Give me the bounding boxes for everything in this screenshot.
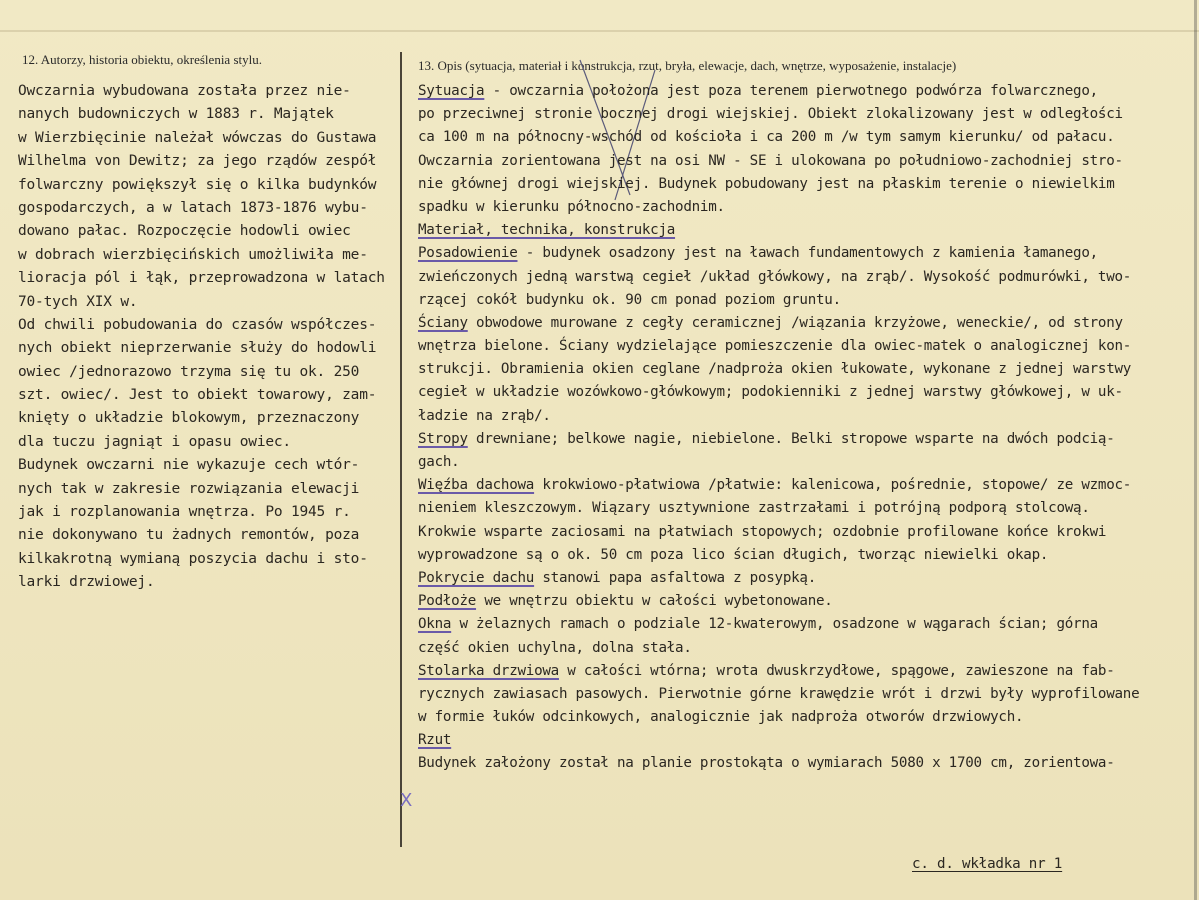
subsection-title: Podłoże (418, 593, 477, 610)
right-text-line (418, 335, 1193, 358)
line-text: ca 100 m na północny-wschód od kościoła i ca 200 m /w tym samym kierunku/ od pałacu. (418, 129, 1115, 146)
left-text-line: Od chwili pobudowania do czasów współczes- (18, 316, 377, 333)
margin-x-mark: X (400, 790, 413, 811)
section-13-heading: 13. Opis (sytuacja, materiał i konstrukcja, rzut, bryła, elewacje, dach, wnętrze, wyposażenie, instalacje) (418, 58, 957, 73)
right-text-line (418, 729, 1193, 752)
line-text: cegieł w układzie wozówkowo-główkowym; podokienniki z jednej warstwy główkowej, w uk- (418, 384, 1123, 401)
left-text-line: dla tuczu jagniąt i opasu owiec. (18, 433, 291, 450)
section-12-heading: 12. Autorzy, historia obiektu, określenia stylu. (22, 52, 262, 67)
right-text-line (418, 567, 1193, 590)
right-text-line (418, 706, 1193, 729)
line-text: - owczarnia położona jest poza terenem pierwotnego podwórza folwarcznego, (484, 83, 1098, 99)
line-text: drewniane; belkowe nagie, niebielone. Belki stropowe wsparte na dwóch podcią- (467, 430, 1115, 447)
line-text: wnętrza bielone. Ściany wydzielające pomieszczenie dla owiec-matek o analogicznej kon- (418, 338, 1132, 355)
left-text-line: nanych budowniczych w 1883 r. Majątek (18, 106, 334, 123)
right-text-line (418, 637, 1193, 660)
right-text-line (418, 150, 1193, 173)
left-text-line: knięty o układzie blokowym, przeznaczony (18, 410, 360, 427)
line-text: obwodowe murowane z cegły ceramicznej /wiązania krzyżowe, weneckie/, od strony (467, 314, 1123, 331)
line-text: nie głównej drogi wiejskiej. Budynek pobudowany jest na płaskim terenie o niewielkim (418, 175, 1115, 192)
right-text-line (418, 752, 1193, 775)
line-text: wyprowadzone są o ok. 50 cm poza lico ścian długich, tworząc niewielki okap. (418, 546, 1049, 563)
line-text: w żelaznych ramach o podziale 12-kwaterowym, osadzone w wągarach ścian; górna (451, 616, 1098, 633)
left-text-line: Owczarnia wybudowana została przez nie- (18, 83, 351, 99)
line-text: zwieńczonych jedną warstwą cegieł /układ główkowy, na zrąb/. Wysokość podmurówki, two- (418, 268, 1132, 285)
right-text-line (418, 80, 1193, 103)
left-text-line: lioracja pól i łąk, przeprowadzona w latach (18, 270, 385, 287)
column-divider (400, 52, 402, 847)
continuation-note (912, 856, 1062, 872)
right-text-line (418, 266, 1193, 289)
subsection-title: Ściany (418, 314, 468, 331)
subsection-title: Więźba dachowa (418, 477, 535, 494)
right-text-line (418, 219, 1193, 242)
line-text: gach. (418, 454, 460, 470)
right-text-line (418, 683, 1193, 706)
line-text: strukcji. Obramienia okien ceglane /nadproża okien łukowate, wykonane z jednej warstwy (418, 361, 1132, 378)
left-text-line: gospodarczych, a w latach 1873-1876 wybu- (18, 199, 368, 216)
line-text: - budynek osadzony jest na ławach fundamentowych z kamienia łamanego, (517, 245, 1098, 262)
line-text: część okien uchylna, dolna stała. (418, 639, 692, 656)
left-text-line: folwarczny powiększył się o kilka budynków (18, 176, 377, 193)
subsection-title: Stolarka drzwiowa (418, 662, 559, 679)
line-text: rzącej cokół budynku ok. 90 cm ponad poziom gruntu. (418, 291, 841, 308)
right-text-line (418, 613, 1193, 636)
right-text-line (418, 474, 1193, 497)
line-text: w całości wtórna; wrota dwuskrzydłowe, spągowe, zawieszone na fab- (558, 662, 1115, 679)
right-text-line (418, 126, 1193, 149)
left-text-line: 70-tych XIX w. (18, 293, 138, 310)
right-text-line (418, 312, 1193, 335)
subsection-title: Posadowienie (418, 245, 518, 262)
subsection-title: Stropy (418, 430, 468, 447)
left-text-line: owiec /jednorazowo trzyma się tu ok. 250 (18, 363, 360, 380)
section-13-body (418, 80, 1193, 776)
right-text-line (418, 358, 1193, 381)
left-text-line: Wilhelma von Dewitz; za jego rządów zespół (18, 153, 377, 170)
line-text: stanowi papa asfaltowa z posypką. (534, 569, 817, 586)
section-12-body (18, 80, 398, 595)
line-text: po przeciwnej stronie bocznej drogi wiejskiej. Obiekt zlokalizowany jest w odległości (418, 106, 1123, 123)
right-text-line (418, 103, 1193, 126)
subsection-title: Okna (418, 616, 452, 633)
left-text-line: nie dokonywano tu żadnych remontów, poza (18, 527, 360, 544)
right-text-line (418, 242, 1193, 265)
right-text-line (418, 381, 1193, 404)
line-text: we wnętrzu obiektu w całości wybetonowane. (476, 593, 833, 610)
right-text-line (418, 544, 1193, 567)
subsection-title: Pokrycie dachu (418, 569, 535, 586)
right-text-line (418, 660, 1193, 683)
left-text-line: larki drzwiowej. (18, 574, 155, 591)
line-text: spadku w kierunku północno-zachodnim. (418, 198, 725, 215)
line-text: nieniem kleszczowym. Wiązary usztywnione zastrzałami i potrójną podporą stolcową. (418, 500, 1090, 517)
left-text-line: jak i rozplanowania wnętrza. Po 1945 r. (18, 504, 351, 521)
right-text-line (418, 289, 1193, 312)
line-text: Krokwie wsparte zaciosami na płatwiach stopowych; ozdobnie profilowane końce krokwi (418, 523, 1107, 540)
right-text-line (418, 451, 1193, 474)
subsection-title: Materiał, technika, konstrukcja (418, 222, 676, 239)
left-text-line: nych tak w zakresie rozwiązania elewacji (18, 480, 360, 497)
line-text: rycznych zawiasach pasowych. Pierwotnie górne krawędzie wrót i drzwi były wyprofilowane (418, 685, 1140, 702)
right-text-line (418, 405, 1193, 428)
line-text: Budynek założony został na planie prostokąta o wymiarach 5080 x 1700 cm, zorientowa- (418, 755, 1115, 772)
subsection-title: Rzut (418, 732, 452, 749)
left-text-line: nych obiekt nieprzerwanie służy do hodowli (18, 340, 377, 357)
line-text: Owczarnia zorientowana jest na osi NW - SE i ulokowana po południowo-zachodniej stro- (418, 152, 1123, 169)
right-text-line (418, 196, 1193, 219)
right-text-line (418, 590, 1193, 613)
continuation-note-text: c. d. wkładka nr 1 (912, 856, 1063, 872)
right-text-line (418, 428, 1193, 451)
left-text-line: dowano pałac. Rozpoczęcie hodowli owiec (18, 223, 351, 240)
line-text: w formie łuków odcinkowych, analogicznie jak nadproża otworów drzwiowych. (418, 709, 1024, 726)
page-edge (1194, 0, 1197, 900)
left-text-line: kilkakrotną wymianą poszycia dachu i sto- (18, 550, 368, 567)
right-text-line (418, 173, 1193, 196)
left-text-line: w Wierzbięcinie należał wówczas do Gustawa (18, 129, 377, 146)
fold-line (0, 30, 1199, 32)
line-text: krokwiowo-płatwiowa /płatwie: kalenicowa, pośrednie, stopowe/ ze wzmoc- (534, 477, 1132, 494)
right-text-line (418, 497, 1193, 520)
left-text-line: w dobrach wierzbięcińskich umożliwiła me- (18, 246, 368, 263)
left-text-line: Budynek owczarni nie wykazuje cech wtór- (18, 457, 360, 474)
left-text-line: szt. owiec/. Jest to obiekt towarowy, zam- (18, 387, 377, 404)
line-text: ładzie na zrąb/. (418, 407, 551, 424)
subsection-title: Sytuacja (418, 83, 485, 99)
right-text-line (418, 521, 1193, 544)
